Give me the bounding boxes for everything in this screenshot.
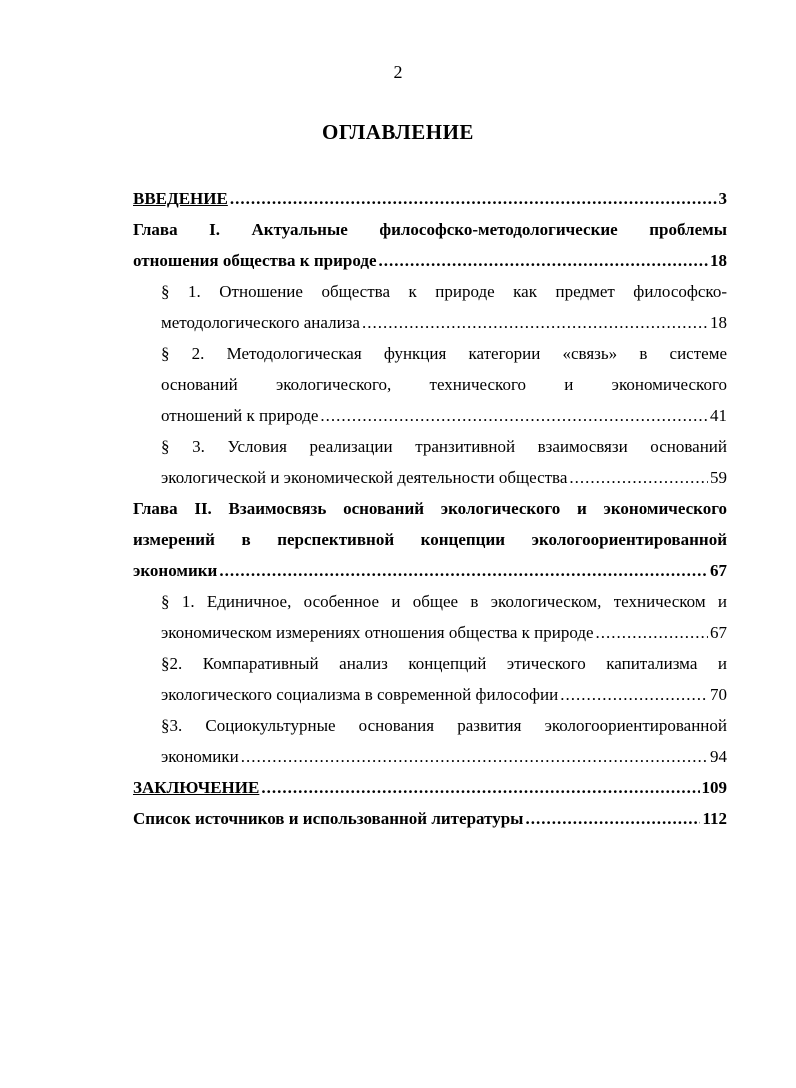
toc-section-2-1-line-2[interactable] [161,617,727,648]
dot-leader [596,617,708,648]
toc-entry-introduction[interactable] [133,183,727,214]
toc-entry-label: экономики [161,747,239,766]
toc-entry-label: экологического социализма в современной философии [161,685,559,704]
toc-section-1-2-line-2[interactable]: оснований экологического, технического и экономического [161,375,727,394]
dot-leader [525,803,700,834]
toc-page-number: 67 [710,623,727,642]
dot-leader [320,400,708,431]
toc-entry-label: экономики [133,561,218,580]
dot-leader [569,462,708,493]
toc-entry-label: экологической и экономической деятельности общества [161,468,568,487]
toc-section-1-1-line-1[interactable]: § 1. Отношение общества к природе как предмет философско- [161,282,727,301]
dot-leader [362,307,708,338]
toc-section-2-2-line-1[interactable]: §2. Компаративный анализ концепций этического капитализма и [161,654,727,673]
toc-chapter-2-line-3[interactable] [133,555,727,586]
toc-chapter-1-line-1[interactable]: Глава I. Актуальные философско-методологические проблемы [133,220,727,239]
toc-page-number: 41 [710,406,727,425]
toc-entry-label: ВВЕДЕНИЕ [133,189,228,208]
toc-chapter-2-line-1[interactable]: Глава II. Взаимосвязь оснований экологического и экономического [133,499,727,518]
toc-section-2-2-line-2[interactable] [161,679,727,710]
dot-leader [219,555,708,586]
toc-page-number: 94 [710,747,727,766]
dot-leader [230,183,717,214]
toc-page-number: 18 [710,251,727,270]
toc-page-number: 67 [710,561,727,580]
toc-entry-label: методологического анализа [161,313,360,332]
dot-leader [261,772,699,803]
dot-leader [241,741,708,772]
toc-entry-label: ЗАКЛЮЧЕНИЕ [133,778,260,797]
toc-page-number: 3 [718,189,727,208]
table-of-contents [133,183,727,834]
page-title: ОГЛАВЛЕНИЕ [322,120,474,144]
toc-entry-conclusion[interactable] [133,772,727,803]
toc-section-2-1-line-1[interactable]: § 1. Единичное, особенное и общее в экологическом, техническом и [161,592,727,611]
toc-page-number: 112 [702,809,727,828]
page-number: 2 [393,62,403,82]
toc-section-1-1-line-2[interactable] [161,307,727,338]
toc-chapter-1-line-2[interactable] [133,245,727,276]
toc-entry-label: отношений к природе [161,406,319,425]
toc-section-1-3-line-1[interactable]: § 3. Условия реализации транзитивной взаимосвязи оснований [161,437,727,456]
toc-section-1-2-line-1[interactable]: § 2. Методологическая функция категории «связь» в системе [161,344,727,363]
toc-section-1-2-line-3[interactable] [161,400,727,431]
toc-entry-bibliography[interactable] [133,803,727,834]
toc-section-1-3-line-2[interactable] [161,462,727,493]
toc-page-number: 109 [701,778,727,797]
toc-chapter-2-line-2[interactable]: измерений в перспективной концепции экологоориентированной [133,530,727,549]
toc-page-number: 59 [710,468,727,487]
toc-section-2-3-line-1[interactable]: §3. Социокультурные основания развития экологоориентированной [161,716,727,735]
toc-entry-label: Список источников и использованной литературы [133,809,524,828]
toc-section-2-3-line-2[interactable] [161,741,727,772]
toc-entry-label: экономическом измерениях отношения общества к природе [161,623,594,642]
toc-page-number: 18 [710,313,727,332]
toc-entry-label: отношения общества к природе [133,251,377,270]
toc-page-number: 70 [710,685,727,704]
dot-leader [560,679,708,710]
dot-leader [379,245,709,276]
